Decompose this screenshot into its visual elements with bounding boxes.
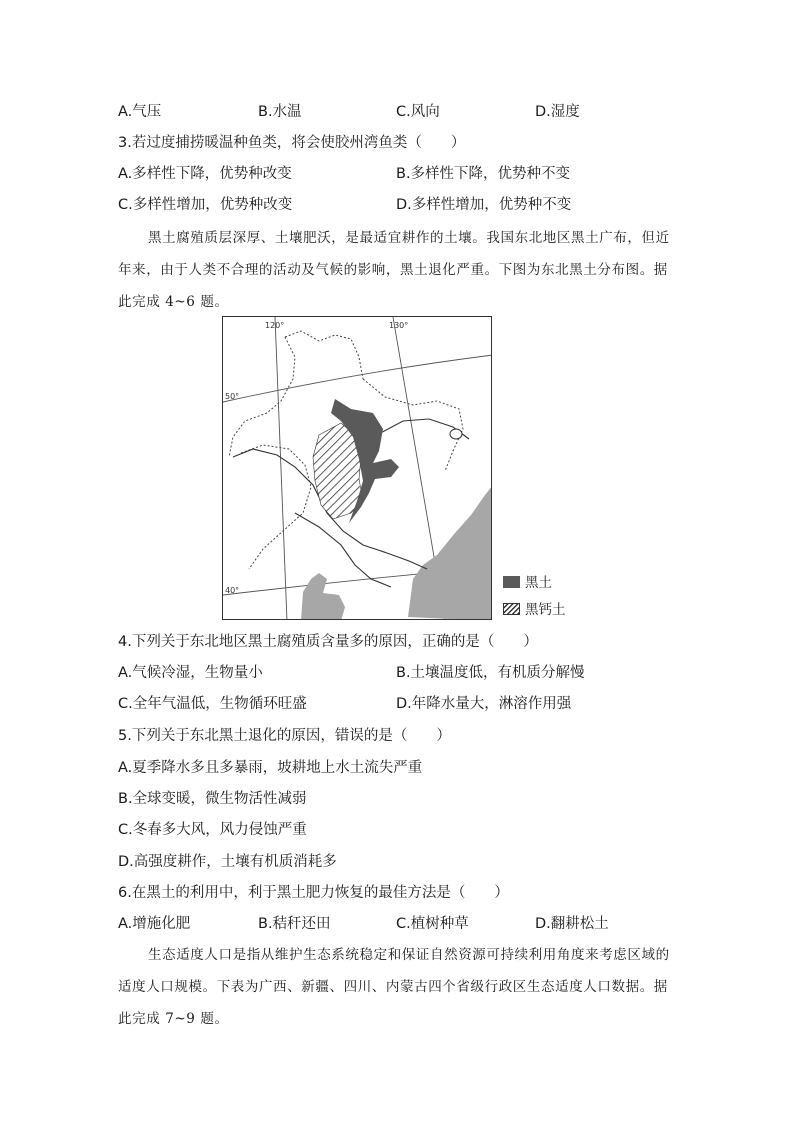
q3-option-c: C.多样性增加，优势种改变 <box>118 197 293 213</box>
q2-option-c: C.风向 <box>396 104 440 120</box>
q6-option-a: A.增施化肥 <box>118 916 191 932</box>
lon-label-130: 130° <box>389 321 409 330</box>
sea-bohai <box>301 573 345 620</box>
border-line-inner <box>241 445 311 569</box>
q4-option-d: D.年降水量大，淋溶作用强 <box>396 696 572 712</box>
q4-stem: 4.下列关于东北地区黑土腐殖质含量多的原因，正确的是（ ） <box>118 634 538 650</box>
q3-option-d: D.多样性增加，优势种不变 <box>396 197 572 213</box>
meridian-120 <box>275 317 287 620</box>
lat-label-50: 50° <box>225 392 240 401</box>
legend-label: 黑土 <box>525 575 552 591</box>
hatched-swatch-icon <box>503 603 520 615</box>
q3-stem: 3.若过度捕捞暖温种鱼类，将会使胶州湾鱼类（ ） <box>118 135 466 151</box>
passage-black-soil: 黑土腐殖质层深厚、土壤肥沃，是最适宜耕作的土壤。我国东北地区黑土广布，但近年来，由于人类不合理的活动及气候的影响，黑土退化严重。下图为东北黑土分布图。据此完成 4~6 题。 <box>118 230 670 310</box>
q5-option-b: B.全球变暖，微生物活性减弱 <box>118 791 307 807</box>
q6-option-d: D.翻耕松土 <box>535 916 609 932</box>
sea-east <box>408 485 492 620</box>
q5-option-d: D.高强度耕作，土壤有机质消耗多 <box>118 854 337 870</box>
legend-label: 黑钙土 <box>525 602 566 618</box>
black-soil-distribution-map <box>222 316 492 620</box>
q4-option-b: B.土壤温度低，有机质分解慢 <box>396 665 585 681</box>
lake-shape <box>450 429 462 439</box>
parallel-50 <box>223 355 492 402</box>
q6-option-b: B.秸秆还田 <box>258 916 331 932</box>
lat-label-40: 40° <box>225 586 240 595</box>
q5-stem: 5.下列关于东北黑土退化的原因，错误的是（ ） <box>118 728 451 744</box>
q3-option-b: B.多样性下降，优势种不变 <box>396 166 571 182</box>
q6-option-c: C.植树种草 <box>396 916 469 932</box>
q3-option-a: A.多样性下降，优势种改变 <box>118 166 292 182</box>
border-line-north <box>285 331 363 379</box>
q2-option-a: A.气压 <box>118 104 162 120</box>
lon-label-120: 120° <box>265 321 285 330</box>
q6-stem: 6.在黑土的利用中，利于黑土肥力恢复的最佳方法是（ ） <box>118 885 509 901</box>
q5-option-a: A.夏季降水多且多暴雨，坡耕地上水土流失严重 <box>118 760 423 776</box>
map-drawing <box>223 317 492 620</box>
q4-option-a: A.气候冷湿，生物量小 <box>118 665 263 681</box>
legend-black-calcium-soil <box>503 601 566 619</box>
solid-swatch-icon <box>503 576 520 588</box>
q5-option-c: C.冬春多大风，风力侵蚀严重 <box>118 822 307 838</box>
legend-black-soil <box>503 574 552 592</box>
q4-option-c: C.全年气温低，生物循环旺盛 <box>118 696 307 712</box>
q2-option-d: D.湿度 <box>535 104 580 120</box>
q2-option-b: B.水温 <box>258 104 302 120</box>
passage-population: 生态适度人口是指从维护生态系统稳定和保证自然资源可持续利用角度来考虑区域的适度人口规模。下表为广西、新疆、四川、内蒙古四个省级行政区生态适度人口数据。据此完成 7~9 题。 <box>118 947 670 1027</box>
